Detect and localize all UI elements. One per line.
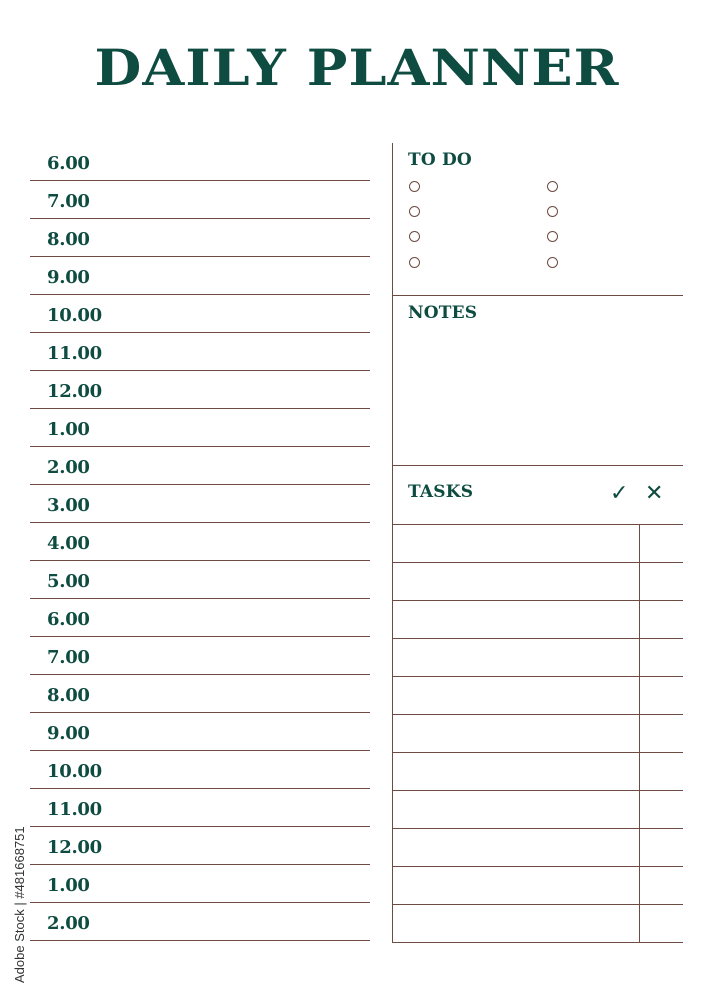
- cross-icon: ✕: [645, 481, 664, 506]
- time-label: 6.00: [47, 153, 90, 174]
- time-label: 10.00: [47, 761, 102, 782]
- todo-checkbox[interactable]: [409, 206, 420, 217]
- time-slot[interactable]: [30, 827, 370, 865]
- time-slot[interactable]: [30, 219, 370, 257]
- time-slot[interactable]: [30, 523, 370, 561]
- time-label: 5.00: [47, 571, 90, 592]
- todo-checkbox[interactable]: [547, 181, 558, 192]
- time-slot[interactable]: [30, 295, 370, 333]
- time-slot[interactable]: [30, 485, 370, 523]
- section-divider: [392, 465, 683, 466]
- time-label: 11.00: [47, 343, 102, 364]
- time-label: 9.00: [47, 723, 90, 744]
- time-label: 2.00: [47, 457, 90, 478]
- page-title: DAILY PLANNER: [94, 38, 620, 97]
- time-label: 7.00: [47, 191, 90, 212]
- time-slot[interactable]: [30, 181, 370, 219]
- time-label: 6.00: [47, 609, 90, 630]
- check-icon: ✓: [610, 481, 629, 506]
- time-label: 11.00: [47, 799, 102, 820]
- todo-checkbox[interactable]: [409, 231, 420, 242]
- task-check-column-divider: [639, 524, 640, 943]
- time-label: 9.00: [47, 267, 90, 288]
- task-row-line: [392, 638, 683, 639]
- column-divider: [392, 143, 393, 943]
- task-row-line: [392, 790, 683, 791]
- time-slot[interactable]: [30, 675, 370, 713]
- time-label: 8.00: [47, 229, 90, 250]
- task-row-line: [392, 600, 683, 601]
- time-slot[interactable]: [30, 751, 370, 789]
- time-slot[interactable]: [30, 371, 370, 409]
- time-slot[interactable]: [30, 257, 370, 295]
- task-row-line: [392, 714, 683, 715]
- time-label: 12.00: [47, 837, 102, 858]
- todo-checkbox[interactable]: [409, 181, 420, 192]
- time-slot[interactable]: [30, 143, 370, 181]
- time-slot[interactable]: [30, 599, 370, 637]
- time-slot[interactable]: [30, 865, 370, 903]
- task-row-line: [392, 752, 683, 753]
- task-row-line: [392, 676, 683, 677]
- todo-checkbox[interactable]: [547, 206, 558, 217]
- notes-heading: NOTES: [408, 303, 478, 323]
- task-row-line: [392, 942, 683, 943]
- section-divider: [392, 295, 683, 296]
- todo-checkbox[interactable]: [547, 231, 558, 242]
- time-slot[interactable]: [30, 637, 370, 675]
- task-row-line: [392, 524, 683, 525]
- task-row-line: [392, 562, 683, 563]
- hourly-schedule: [30, 143, 370, 941]
- time-slot[interactable]: [30, 789, 370, 827]
- time-label: 4.00: [47, 533, 90, 554]
- task-row-line: [392, 904, 683, 905]
- time-slot[interactable]: [30, 447, 370, 485]
- time-slot[interactable]: [30, 333, 370, 371]
- time-label: 7.00: [47, 647, 90, 668]
- time-slot[interactable]: [30, 903, 370, 941]
- time-slot[interactable]: [30, 561, 370, 599]
- time-label: 12.00: [47, 381, 102, 402]
- time-label: 1.00: [47, 419, 90, 440]
- time-slot[interactable]: [30, 409, 370, 447]
- time-label: 2.00: [47, 913, 90, 934]
- time-label: 3.00: [47, 495, 90, 516]
- time-label: 8.00: [47, 685, 90, 706]
- time-label: 1.00: [47, 875, 90, 896]
- todo-checkbox[interactable]: [409, 257, 420, 268]
- tasks-heading: TASKS: [408, 482, 474, 502]
- task-row-line: [392, 866, 683, 867]
- time-slot[interactable]: [30, 713, 370, 751]
- todo-checkbox[interactable]: [547, 257, 558, 268]
- task-row-line: [392, 828, 683, 829]
- time-label: 10.00: [47, 305, 102, 326]
- todo-heading: TO DO: [408, 150, 472, 170]
- watermark-side-text: Adobe Stock | #481668751: [12, 826, 27, 983]
